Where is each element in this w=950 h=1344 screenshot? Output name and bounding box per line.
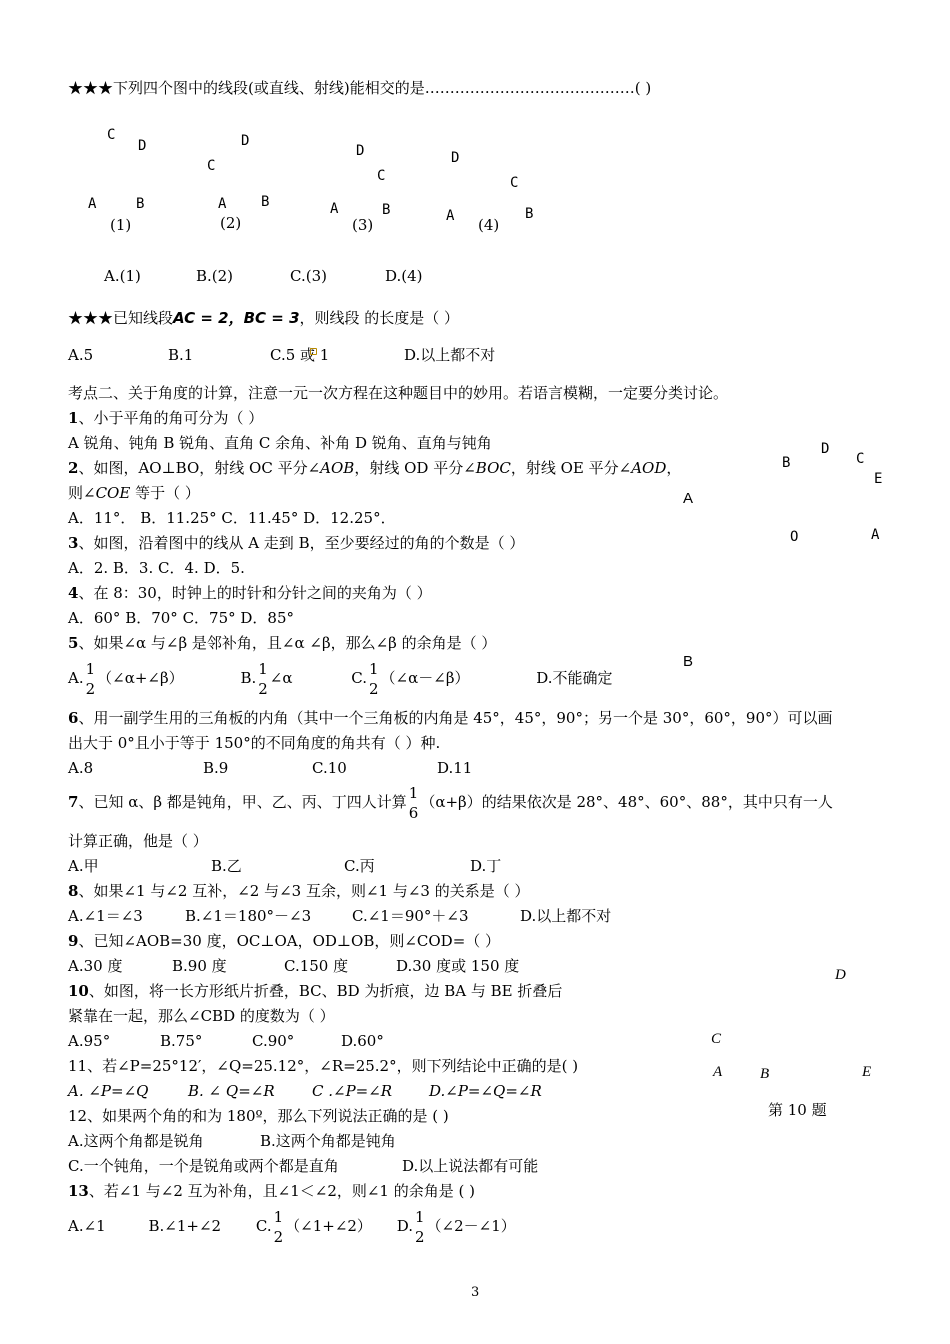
- question-1-text: [68, 409, 263, 427]
- question-9-number: 9: [68, 932, 79, 950]
- question-3-stem: 、如图，沿着图中的线从 A 走到 B，至少要经过的角的个数是（ ）: [78, 534, 525, 552]
- fig-q10-label-c: C: [711, 1031, 722, 1047]
- q13-c-numerator: 1: [273, 1208, 284, 1226]
- question-8-option-a: A.∠1＝∠3: [68, 907, 143, 925]
- question-2-angle-aod: ∠AOD: [618, 459, 667, 477]
- question-a-text: ★★★下列四个图中的线段(或直线、射线)能相交的是……………………………………( ): [68, 79, 652, 97]
- question-9-text: [68, 932, 500, 950]
- question-7-line-2: 计算正确，他是（ ）: [68, 832, 208, 850]
- fig-q2-label-b: B: [782, 455, 791, 471]
- fig4-label-d: D: [451, 150, 460, 166]
- question-5-text: [68, 634, 496, 652]
- question-4-stem: 、在 8：30，时钟上的时针和分针之间的夹角为（ ）: [78, 584, 432, 602]
- question-8-number: 8: [68, 882, 79, 900]
- q5-b-denominator: 2: [258, 680, 268, 698]
- question-7-option-a: A.甲: [68, 857, 99, 875]
- fig-q10-caption: 第 10 题: [768, 1101, 827, 1119]
- question-10-line-2: 紧靠在一起，那么∠CBD 的度数为（ ）: [68, 1007, 335, 1025]
- question-6-stem: 、用一副学生用的三角板的内角（其中一个三角板的内角是 45°，45°，90°；另一个是 30°，60°，90°）可以画: [78, 709, 833, 727]
- fig-q2-label-a-mid: A: [683, 490, 694, 507]
- fig-q2-label-e: E: [874, 471, 883, 487]
- q5-option-a-label: A.: [68, 669, 84, 687]
- page-number: 3: [471, 1285, 480, 1300]
- q7-denominator: 6: [408, 804, 419, 822]
- question-5-option-d: D.不能确定: [536, 669, 613, 687]
- question-2-options: A．11°． B．11.25° C．11.45° D．12.25°．: [68, 509, 396, 527]
- question-a-option-d: D.(4): [385, 267, 423, 285]
- question-10-line-1: [68, 982, 562, 1000]
- question-7-option-c: C.丙: [344, 857, 375, 875]
- question-7-fraction: [409, 783, 419, 823]
- question-9-option-a: A.30 度: [68, 957, 123, 975]
- question-8-option-d: D.以上都不对: [520, 907, 612, 925]
- fig2-label-a: A: [218, 196, 227, 212]
- fig3-label-d: D: [356, 143, 365, 159]
- question-2-line2-b: 等于（ ）: [130, 484, 200, 502]
- fig3-caption: (3): [352, 216, 374, 234]
- q13-option-d-expr: （∠2－∠1）: [426, 1217, 516, 1235]
- q13-option-c-expr: （∠1+∠2）: [285, 1217, 372, 1235]
- question-2-text-d: ，: [666, 459, 682, 477]
- q5-a-denominator: 2: [85, 680, 96, 698]
- fig4-label-a: A: [446, 208, 455, 224]
- fig1-label-c: C: [107, 127, 116, 143]
- fig-q2-label-d: D: [821, 441, 830, 457]
- question-7-text-a: 、已知 α、β 都是钝角，甲、乙、丙、丁四人计算: [78, 793, 407, 811]
- question-b-option-a: A.5: [68, 346, 94, 364]
- fig4-label-b: B: [525, 206, 534, 222]
- question-9-stem: 、已知∠AOB=30 度，OC⊥OA，OD⊥OB，则∠COD=（ ）: [78, 932, 501, 950]
- question-b-line: [68, 309, 459, 327]
- section-2-heading: 考点二、关于角度的计算，注意一元一次方程在这种题目中的妙用。若语言模糊，一定要分类讨论。: [68, 384, 729, 402]
- question-6-line-1: [68, 709, 833, 727]
- q13-option-d-fraction: [415, 1207, 425, 1247]
- question-1-number: 1: [68, 409, 79, 427]
- q13-option-c-label: C.: [255, 1217, 272, 1235]
- q5-option-c-expr: （∠α－∠β）: [380, 669, 470, 687]
- question-9-option-d: D.30 度或 150 度: [396, 957, 520, 975]
- question-8-option-b: B.∠1＝180°－∠3: [185, 907, 312, 925]
- question-4-number: 4: [68, 584, 79, 602]
- question-11-option-c: C .∠P=∠R: [312, 1082, 393, 1100]
- fig-q2-label-c: C: [856, 451, 865, 467]
- question-2-angle-aob: ∠AOB: [307, 459, 355, 477]
- q13-d-numerator: 1: [414, 1208, 425, 1226]
- fig1-caption: (1): [110, 216, 132, 234]
- q5-c-denominator: 2: [369, 680, 379, 698]
- fig-q10-label-e: E: [862, 1064, 872, 1080]
- question-5-stem: 、如果∠α 与∠β 是邻补角，且∠α ∠β，那么∠β 的余角是（ ）: [78, 634, 497, 652]
- q5-option-b-label: B.: [240, 669, 257, 687]
- q5-b-numerator: 1: [258, 660, 268, 678]
- fig1-label-d: D: [138, 138, 147, 154]
- fig2-caption: (2): [220, 214, 242, 232]
- q5-option-b-expr: ∠α: [269, 669, 293, 687]
- fig-q10-label-d: D: [835, 967, 846, 983]
- q13-c-denominator: 2: [273, 1228, 284, 1246]
- question-8-option-c: C.∠1＝90°＋∠3: [352, 907, 469, 925]
- question-6-option-d: D.11: [437, 759, 473, 777]
- question-13-option-a: A.∠1: [68, 1217, 106, 1235]
- question-2-text-b: ，射线 OD 平分: [354, 459, 464, 477]
- question-2-text-c: ，射线 OE 平分: [510, 459, 619, 477]
- question-7-number: 7: [68, 793, 79, 811]
- question-6-option-b: B.9: [203, 759, 229, 777]
- question-13-option-b: B.∠1+∠2: [148, 1217, 222, 1235]
- question-2-angle-boc: ∠BOC: [463, 459, 511, 477]
- pencil-mark-icon: [310, 348, 317, 355]
- question-6-number: 6: [68, 709, 79, 727]
- question-1-options: A 锐角、钝角 B 锐角、直角 C 余角、补角 D 锐角、直角与钝角: [68, 434, 492, 452]
- question-10-option-c: C.90°: [252, 1032, 295, 1050]
- question-7-line-1: [68, 780, 833, 824]
- fig1-label-a: A: [88, 196, 97, 212]
- fig-q2-label-a: A: [871, 527, 880, 543]
- q5-a-numerator: 1: [85, 660, 96, 678]
- question-4-options: A．60° B．70° C．75° D．85°: [68, 609, 295, 627]
- question-b-option-c: C.5 或 1: [270, 346, 330, 364]
- question-10-option-a: A.95°: [68, 1032, 111, 1050]
- question-5-options: [68, 656, 613, 700]
- question-10-stem: 、如图，将一长方形纸片折叠，BC、BD 为折痕，边 BA 与 BE 折叠后: [88, 982, 563, 1000]
- fig1-label-b: B: [136, 196, 145, 212]
- q13-option-c-fraction: [274, 1207, 284, 1247]
- question-10-option-b: B.75°: [160, 1032, 203, 1050]
- q5-option-a-fraction: [86, 659, 96, 699]
- question-12-option-a: A.这两个角都是锐角: [68, 1132, 204, 1150]
- fig-q2-label-o: O: [790, 529, 799, 545]
- question-12-option-b: B.这两个角都是钝角: [260, 1132, 396, 1150]
- question-b-option-d: D.以上都不对: [404, 346, 496, 364]
- question-8-text: [68, 882, 530, 900]
- fig4-label-c: C: [510, 175, 519, 191]
- question-7-option-d: D.丁: [470, 857, 502, 875]
- q13-d-denominator: 2: [414, 1228, 425, 1246]
- question-11-option-d: D.∠P=∠Q=∠R: [429, 1082, 542, 1100]
- question-7-text-b: （α+β）的结果依次是 28°、48°、60°、88°，其中只有一人: [420, 793, 833, 811]
- fig3-label-b: B: [382, 202, 391, 218]
- question-b-math: AC = 2，BC = 3: [173, 309, 300, 327]
- fig3-label-a: A: [330, 201, 339, 217]
- q7-numerator: 1: [408, 784, 419, 802]
- question-7-option-b: B.乙: [211, 857, 242, 875]
- q13-option-d-label: D.: [396, 1217, 413, 1235]
- question-5-option-a: [68, 660, 188, 698]
- q5-option-b-fraction: [258, 659, 268, 699]
- question-13-option-d: [396, 1208, 516, 1246]
- q5-c-numerator: 1: [369, 660, 379, 678]
- question-b-option-b: B.1: [168, 346, 194, 364]
- question-2-line-2: [68, 484, 200, 502]
- question-5-option-c: [351, 660, 474, 698]
- question-13-text: [68, 1182, 475, 1200]
- question-a-option-a: A.(1): [104, 267, 141, 285]
- question-2-line-1: [68, 459, 681, 477]
- question-12-option-d: D.以上说法都有可能: [402, 1157, 539, 1175]
- question-a-option-c: C.(3): [290, 267, 327, 285]
- question-11-text: 11、若∠P=25°12′，∠Q=25.12°，∠R=25.2°，则下列结论中正确的是( ): [68, 1057, 579, 1075]
- question-2-number: 2: [68, 459, 79, 477]
- question-6-line-2: 出大于 0°且小于等于 150°的不同角度的角共有（ ）种.: [68, 734, 441, 752]
- question-13-option-c: [255, 1208, 377, 1246]
- question-11-option-b: B. ∠ Q=∠R: [188, 1082, 275, 1100]
- question-8-stem: 、如果∠1 与∠2 互补，∠2 与∠3 互余，则∠1 与∠3 的关系是（ ）: [78, 882, 530, 900]
- q5-option-c-fraction: [369, 659, 379, 699]
- question-1-stem: 、小于平角的角可分为（ ）: [78, 409, 264, 427]
- fig-q5-label-b: B: [683, 653, 694, 670]
- q5-option-a-expr: （∠α+∠β）: [97, 669, 184, 687]
- fig2-label-b: B: [261, 194, 270, 210]
- fig-q10-label-a: A: [713, 1064, 723, 1080]
- q5-option-c-label: C.: [351, 669, 367, 687]
- question-2-text-a: 、如图，AO⊥BO，射线 OC 平分: [78, 459, 308, 477]
- question-13-stem: 、若∠1 与∠2 互为补角，且∠1＜∠2，则∠1 的余角是 ( ): [88, 1182, 475, 1200]
- question-5-option-b: [240, 660, 297, 698]
- question-9-option-b: B.90 度: [172, 957, 227, 975]
- fig2-label-c: C: [207, 158, 216, 174]
- question-6-option-a: A.8: [68, 759, 94, 777]
- fig-q10-label-b: B: [760, 1066, 770, 1082]
- question-12-text: 12、如果两个角的和为 180º，那么下列说法正确的是 ( ): [68, 1107, 449, 1125]
- question-5-number: 5: [68, 634, 79, 652]
- question-13-number: 13: [68, 1182, 89, 1200]
- question-9-option-c: C.150 度: [284, 957, 349, 975]
- question-3-options: A．2. B．3. C．4. D．5.: [68, 559, 245, 577]
- question-b-suffix: ，则线段 的长度是（ ）: [299, 309, 460, 327]
- fig4-caption: (4): [478, 216, 500, 234]
- question-10-option-d: D.60°: [341, 1032, 384, 1050]
- question-10-number: 10: [68, 982, 89, 1000]
- question-2-line2-a: 则: [68, 484, 84, 502]
- question-2-angle-coe: ∠COE: [83, 484, 131, 502]
- fig2-label-d: D: [241, 133, 250, 149]
- question-13-options: [68, 1204, 516, 1248]
- question-a-option-b: B.(2): [196, 267, 234, 285]
- question-b-prefix: ★★★已知线段: [68, 309, 174, 327]
- fig3-label-c: C: [377, 168, 386, 184]
- question-6-option-c: C.10: [312, 759, 347, 777]
- question-3-text: [68, 534, 524, 552]
- question-12-option-c: C.一个钝角，一个是锐角或两个都是直角: [68, 1157, 339, 1175]
- question-3-number: 3: [68, 534, 79, 552]
- question-4-text: [68, 584, 432, 602]
- question-11-option-a: A. ∠P=∠Q: [68, 1082, 149, 1100]
